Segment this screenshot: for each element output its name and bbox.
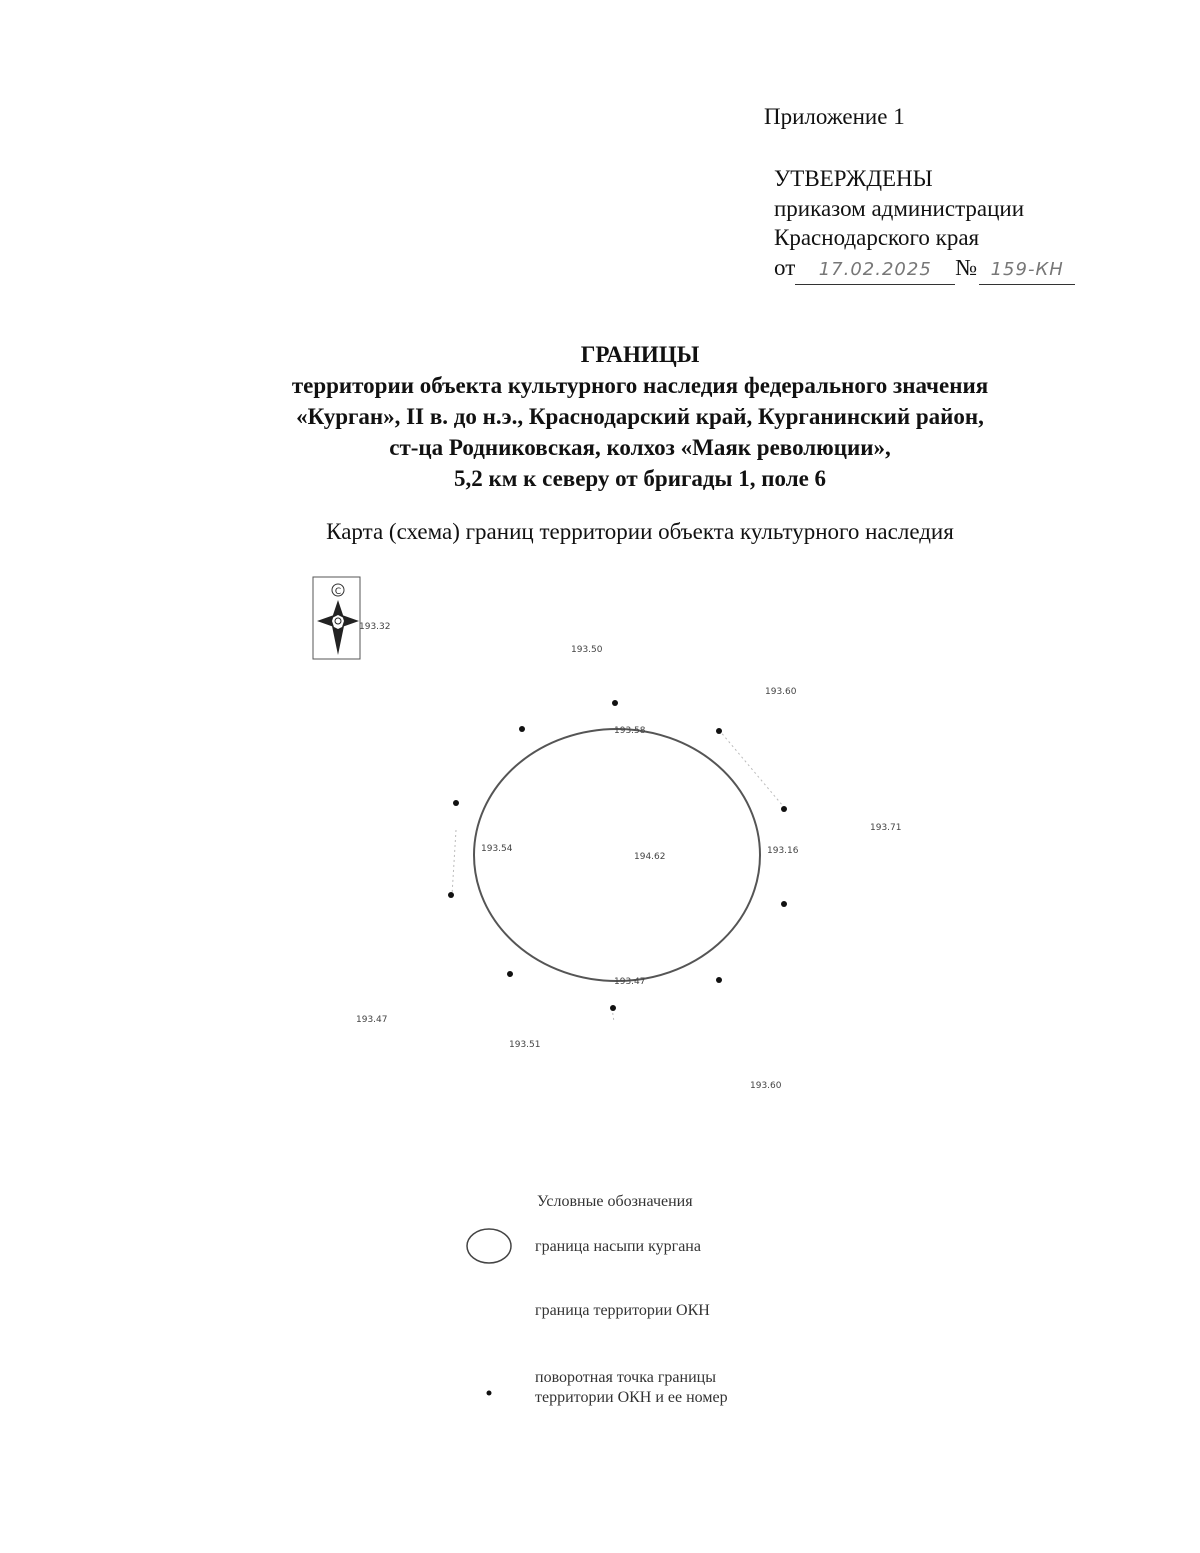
approved-heading: УТВЕРЖДЕНЫ [774,166,933,191]
turning-point [781,901,787,907]
turning-point [448,892,454,898]
turning-points [448,700,787,1011]
turning-point [716,728,722,734]
elevation-label: 193.71 [870,823,902,833]
elevation-label: 193.60 [765,687,797,697]
title-line-4: 5,2 км к северу от бригады 1, поле 6 [453,466,827,491]
elevation-label: 193.58 [614,726,646,736]
elevation-label: 193.47 [356,1015,388,1025]
legend-title: Условные обозначения [537,1193,693,1210]
title-line-3: ст-ца Родниковская, колхоз «Маяк революции», [389,435,891,460]
elevation-label: 193.32 [359,622,391,632]
turning-point [781,806,787,812]
turning-point [612,700,618,706]
elevation-label: 194.62 [634,852,666,862]
handwritten-date: 17.02.2025 [795,255,955,286]
elevation-label: 193.50 [571,645,603,655]
appendix-label: Приложение 1 [764,104,905,129]
elevation-label: 193.47 [614,977,646,987]
elevation-label: 193.54 [481,844,513,854]
handwritten-number: 159-КН [979,255,1075,286]
title-line-1: территории объекта культурного наследия федерального значения [291,373,989,398]
compass-rose-icon [313,577,360,659]
turning-point [507,971,513,977]
legend-turning-point [535,1368,728,1408]
legend-turning-point-line-2: территории ОКН и ее номер [535,1389,728,1406]
elevation-label: 193.60 [750,1081,782,1091]
legend-point-symbol [487,1391,492,1396]
legend-mound-boundary: граница насыпи кургана [535,1238,701,1255]
from-prefix: от [774,254,796,280]
turning-point [519,726,525,732]
map-caption: Карта (схема) границ территории объекта культурного наследия [326,519,954,544]
turning-point [716,977,722,983]
compass-north-letter: С [334,587,342,597]
mound-boundary [474,729,760,981]
number-sign: № [955,254,978,280]
approved-by-order: приказом администрации [774,195,1025,221]
elevation-label: 193.51 [509,1040,541,1050]
legend-turning-point-line-1: поворотная точка границы [535,1369,716,1386]
turning-point [453,800,459,806]
approved-region: Краснодарского края [774,225,980,250]
title-line-2: «Курган», II в. до н.э., Краснодарский край, Курганинский район, [296,404,984,429]
turning-point [610,1005,616,1011]
legend-okn-boundary: граница территории ОКН [535,1302,710,1319]
title-heading: ГРАНИЦЫ [580,342,700,367]
legend-mound-symbol [467,1229,511,1263]
elevation-label: 193.16 [767,846,799,856]
